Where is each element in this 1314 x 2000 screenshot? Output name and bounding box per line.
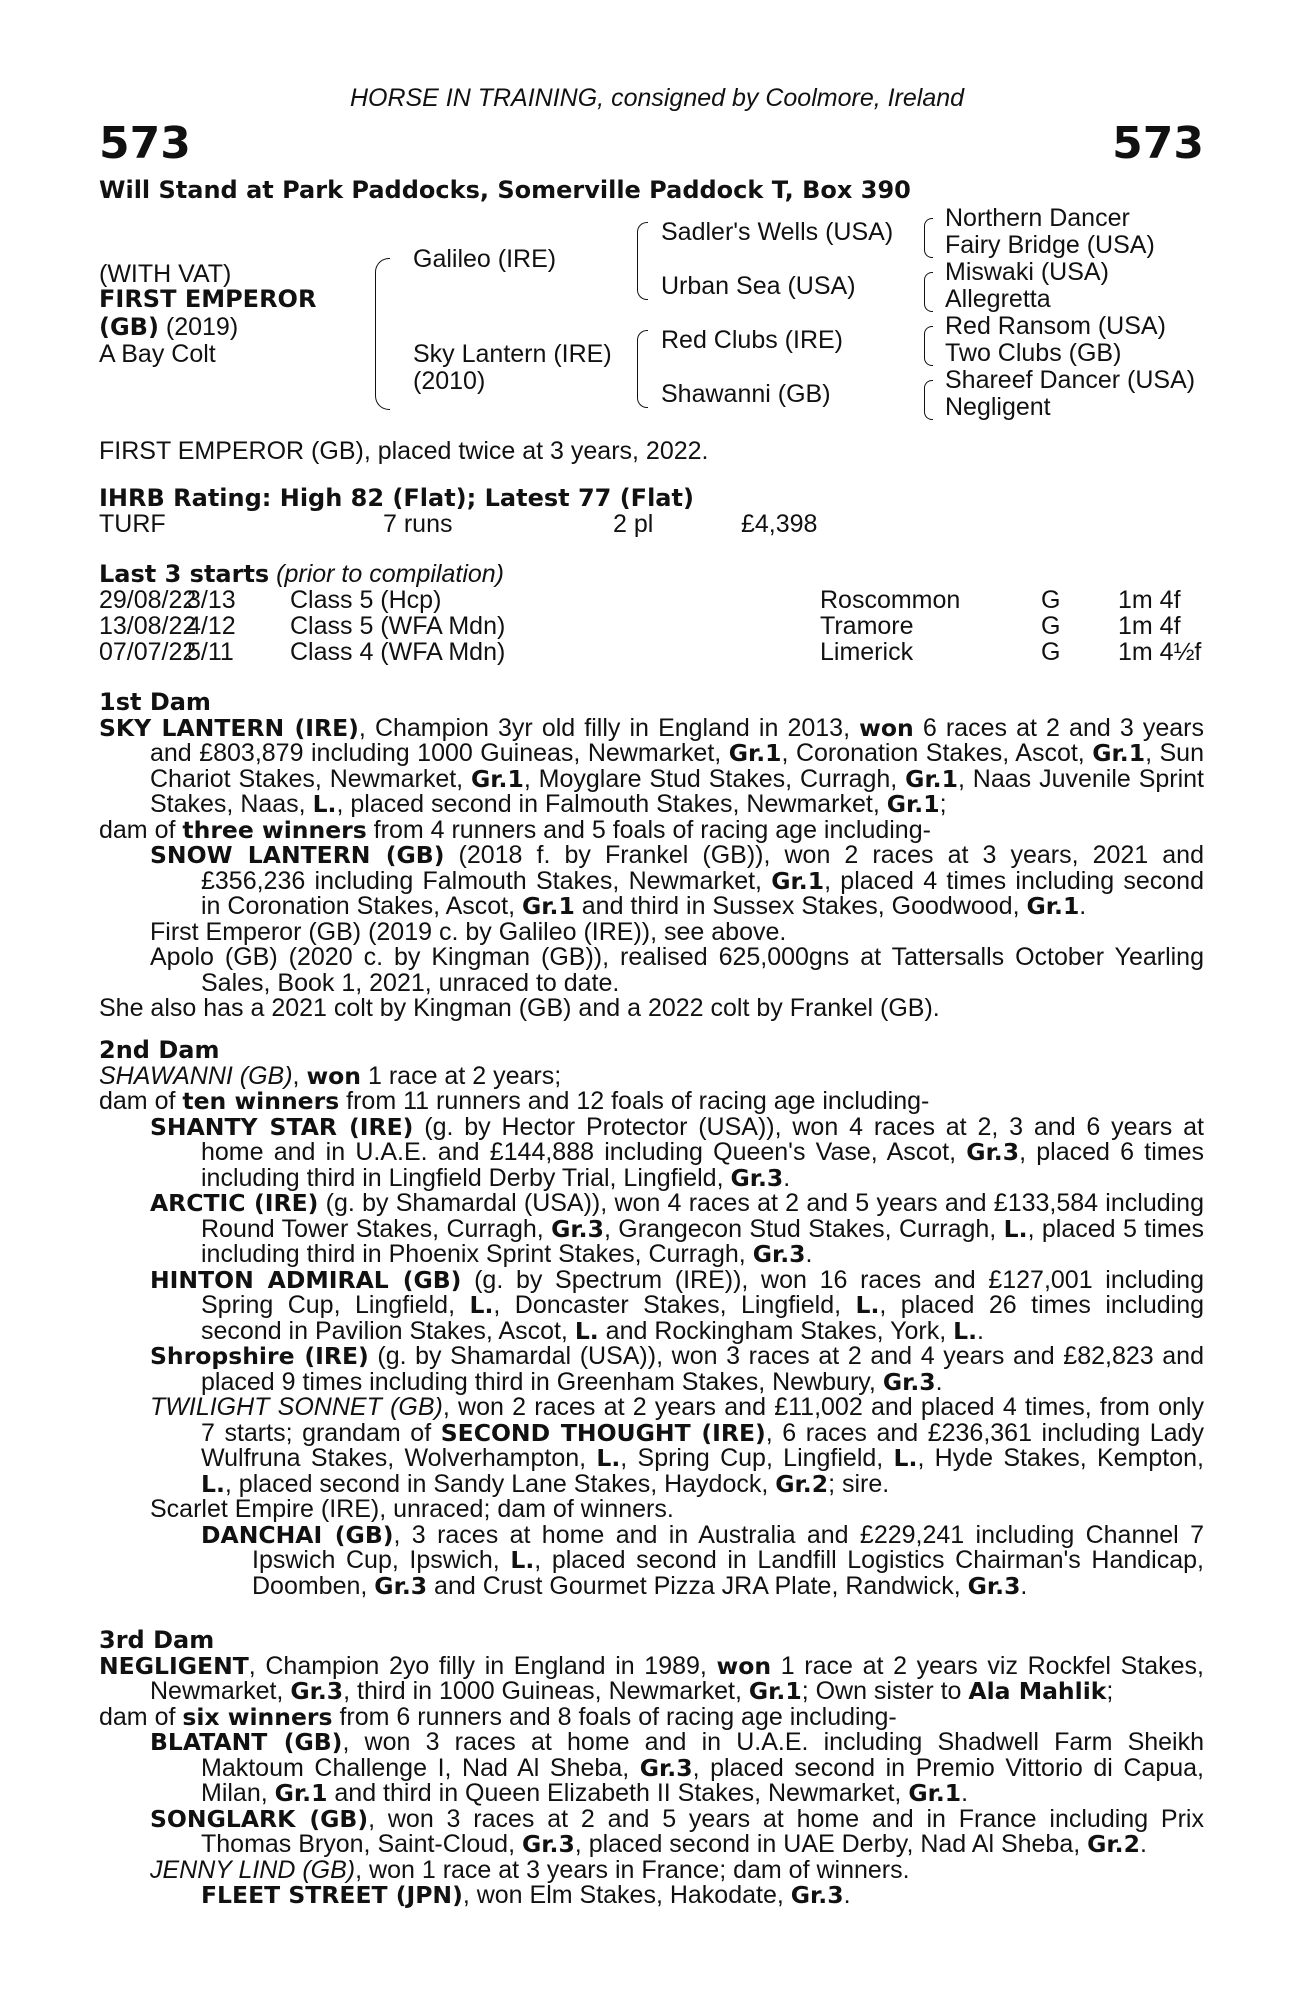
grandparent-6: Two Clubs (GB) (945, 339, 1122, 367)
first-dam-produce-intro: dam of three winners from 4 runners and 5 foals of racing age including- (99, 815, 931, 844)
sire-sire: Sadler's Wells (USA) (661, 218, 894, 246)
table-row: 07/07/22 5/11 Class 4 (WFA Mdn) Limerick G 1m 4½f (99, 638, 1202, 666)
rating-placed: 2 pl (613, 510, 654, 538)
sire-dam: Urban Sea (USA) (661, 272, 856, 300)
bracket-horse (375, 258, 390, 410)
list-item: First Emperor (GB) (2019 c. by Galileo (IRE)), see above. (150, 917, 787, 946)
lot-number-left: 573 (99, 118, 191, 169)
dam-sire: Red Clubs (IRE) (661, 326, 843, 354)
list-item: FLEET STREET (JPN), won Elm Stakes, Hakodate, Gr.3. (201, 1881, 851, 1909)
third-dam-paragraph: NEGLIGENT, Champion 2yo filly in England in 1989, won 1 race at 2 years viz Rockfel Stakes, Newmarket, Gr.3, third in 1000 Guineas, Newmarket, Gr.1; Own sister to Ala Mahlik; (99, 1651, 1205, 1705)
bracket-g-1 (924, 218, 933, 258)
rating-heading: IHRB Rating: High 82 (Flat); Latest 77 (Flat) (99, 484, 694, 512)
bracket-sire (637, 222, 648, 300)
list-item: Apolo (GB) (2020 c. by Kingman (GB)), realised 625,000gns at Tattersalls October Yearling Sales, Book 1, 2021, unraced to date. (150, 943, 1204, 997)
grandparent-8: Negligent (945, 393, 1051, 421)
third-dam-section (99, 1628, 1204, 1909)
first-dam-section (99, 690, 1204, 1022)
rating-surface: TURF (99, 510, 166, 538)
consignment-header: HORSE IN TRAINING, consigned by Coolmore, Ireland (349, 84, 965, 112)
bracket-dam (637, 330, 648, 408)
dam-year: (2010) (413, 367, 486, 395)
list-item: ARCTIC (IRE) (g. by Shamardal (USA)), won 4 races at 2 and 5 years and £133,584 including Round Tower Stakes, Curragh, Gr.3, Grangecon Stud Stakes, Curragh, L., placed 5 times including third in Phoenix Sprint Stakes, Curragh, Gr.3. (150, 1189, 1205, 1268)
bracket-g-3 (924, 326, 933, 366)
lot-number-right: 573 (1112, 118, 1204, 169)
list-item: DANCHAI (GB), 3 races at home and in Australia and £229,241 including Channel 7 Ipswich Cup, Ipswich, L., placed second in Landfill Logistics Chairman's Handicap, Doomben, Gr.3 and Crust Gourmet Pizza JRA Plate, Randwick, Gr.3. (201, 1520, 1204, 1600)
horse-country-year: (GB) (2019) (99, 313, 239, 341)
third-dam-heading: 3rd Dam (99, 1626, 215, 1654)
list-item: HINTON ADMIRAL (GB) (g. by Spectrum (IRE)), won 16 races and £127,001 including Spring Cup, Lingfield, L., Doncaster Stakes, Lingfield, L., placed 26 times including second in Pavilion Stakes, Ascot, L. and Rockingham Stakes, York, L.. (150, 1265, 1205, 1345)
first-dam-paragraph: SKY LANTERN (IRE), Champion 3yr old filly in England in 2013, won 6 races at 2 and 3 years and £803,879 including 1000 Guineas, Newmarket, Gr.1, Coronation Stakes, Ascot, Gr.1, Sun Chariot Stakes, Newmarket, Gr.1, Moyglare Stud Stakes, Curragh, Gr.1, Naas Juvenile Sprint Stakes, Naas, L., placed second in Falmouth Stakes, Newmarket, Gr.1; (99, 713, 1204, 818)
list-item: JENNY LIND (GB), won 1 race at 3 years in France; dam of winners. (150, 1855, 910, 1884)
grandparent-7: Shareef Dancer (USA) (945, 366, 1196, 394)
grandparent-3: Miswaki (USA) (945, 258, 1109, 286)
grandparent-5: Red Ransom (USA) (945, 312, 1166, 340)
list-item: Scarlet Empire (IRE), unraced; dam of winners. (150, 1495, 674, 1523)
vat-note: (WITH VAT) (99, 260, 232, 288)
horse-description: A Bay Colt (99, 340, 216, 368)
first-dam-also: She also has a 2021 colt by Kingman (GB) and a 2022 colt by Frankel (GB). (99, 994, 940, 1022)
list-item: SONGLARK (GB), won 3 races at 2 and 5 years at home and in France including Prix Thomas Bryon, Saint-Cloud, Gr.3, placed second in UAE Derby, Nad Al Sheba, Gr.2. (150, 1804, 1204, 1858)
last-starts-heading: Last 3 starts (prior to compilation) (99, 560, 505, 588)
list-item: SHANTY STAR (IRE) (g. by Hector Protector (USA)), won 4 races at 2, 3 and 6 years at home and in U.A.E. and £144,888 including Queen's Vase, Ascot, Gr.3, placed 6 times including third in Lingfield Derby Trial, Lingfield, Gr.3. (150, 1112, 1204, 1192)
grandparent-2: Fairy Bridge (USA) (945, 231, 1155, 259)
bracket-g-4 (924, 380, 933, 420)
list-item: BLATANT (GB), won 3 races at home and in U.A.E. including Shadwell Farm Sheikh Maktoum Challenge I, Nad Al Sheba, Gr.3, placed second in Premio Vittorio di Capua, Milan, Gr.1 and third in Queen Elizabeth II Stakes, Newmarket, Gr.1. (150, 1728, 1205, 1807)
third-dam-produce-intro: dam of six winners from 6 runners and 8 foals of racing age including- (99, 1702, 897, 1731)
dam-dam: Shawanni (GB) (661, 380, 831, 408)
second-dam-paragraph: SHAWANNI (GB), won 1 race at 2 years; (99, 1061, 562, 1090)
dam: Sky Lantern (IRE) (413, 340, 612, 368)
second-dam-heading: 2nd Dam (99, 1036, 220, 1064)
rating-earnings: £4,398 (741, 510, 818, 538)
second-dam-produce-intro: dam of ten winners from 11 runners and 12 foals of racing age including- (99, 1087, 930, 1115)
list-item: SNOW LANTERN (GB) (2018 f. by Frankel (GB)), won 2 races at 3 years, 2021 and £356,236 including Falmouth Stakes, Newmarket, Gr.1, placed 4 times including second in Coronation Stakes, Ascot, Gr.1 and third in Sussex Stakes, Goodwood, Gr.1. (150, 841, 1204, 920)
table-row: 29/08/22 3/13 Class 5 (Hcp) Roscommon G 1m 4f (99, 586, 1181, 614)
horse-name: FIRST EMPEROR (99, 285, 317, 313)
location-line: Will Stand at Park Paddocks, Somerville Paddock T, Box 390 (99, 176, 911, 204)
grandparent-1: Northern Dancer (945, 204, 1130, 232)
table-row: 13/08/22 4/12 Class 5 (WFA Mdn) Tramore G 1m 4f (99, 612, 1181, 640)
rating-runs: 7 runs (383, 510, 453, 538)
bracket-g-2 (924, 272, 933, 312)
race-summary: FIRST EMPEROR (GB), placed twice at 3 years, 2022. (99, 437, 709, 465)
first-dam-heading: 1st Dam (99, 688, 211, 716)
second-dam-section (99, 1038, 1204, 1599)
sire: Galileo (IRE) (413, 245, 557, 273)
list-item: TWILIGHT SONNET (GB), won 2 races at 2 years and £11,002 and placed 4 times, from only 7 starts; grandam of SECOND THOUGHT (IRE), 6 races and £236,361 including Lady Wulfruna Stakes, Wolverhampton, L., Spring Cup, Lingfield, L., Hyde Stakes, Kempton, L., placed second in Sandy Lane Stakes, Haydock, Gr.2; sire. (150, 1393, 1204, 1498)
grandparent-4: Allegretta (945, 285, 1051, 313)
list-item: Shropshire (IRE) (g. by Shamardal (USA)), won 3 races at 2 and 4 years and £82,823 and placed 9 times including third in Greenham Stakes, Newbury, Gr.3. (150, 1342, 1204, 1396)
